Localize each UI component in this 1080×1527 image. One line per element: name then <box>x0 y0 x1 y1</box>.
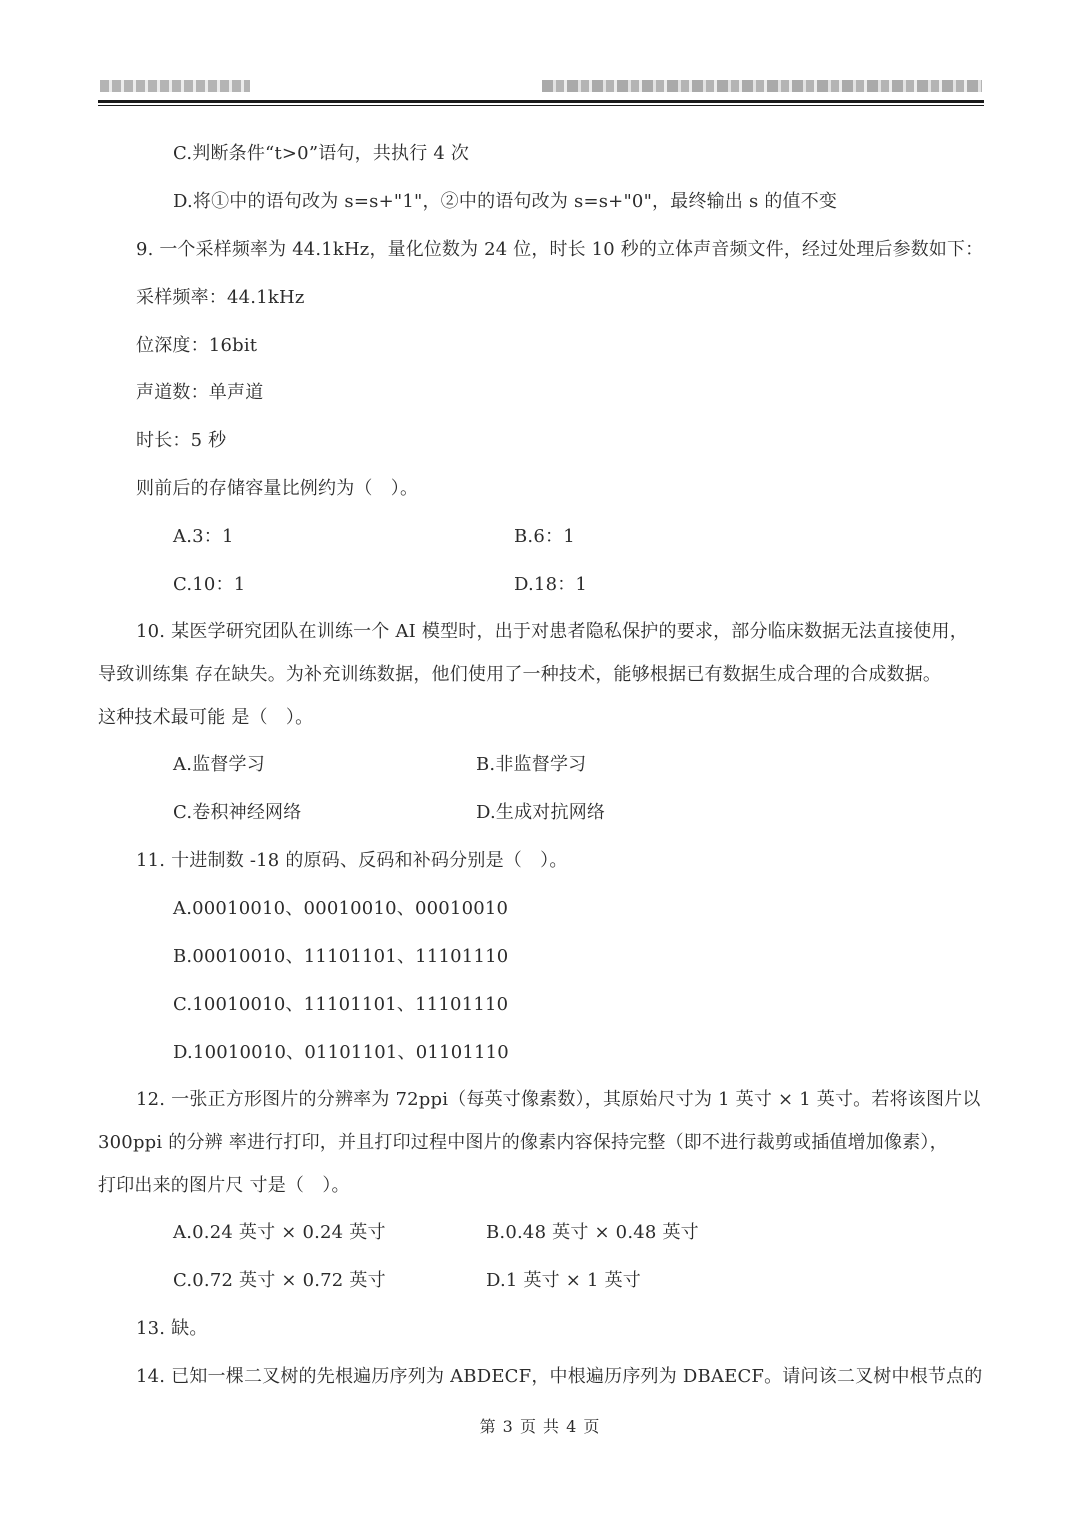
q10-stem-line2: 导致训练集 存在缺失。为补充训练数据，他们使用了一种技术，能够根据已有数据生成合理的合成数据。 <box>98 664 942 685</box>
q12-option-c: C.0.72 英寸 × 0.72 英寸 <box>173 1270 386 1291</box>
q12-stem-line1: 12. 一张正方形图片的分辨率为 72ppi（每英寸像素数），其原始尺寸为 1 英寸 × 1 英寸。若将该图片以 <box>136 1089 981 1110</box>
q14-stem-line1: 14. 已知一棵二叉树的先根遍历序列为 ABDECF，中根遍历序列为 DBAECF。请问该二叉树中根节点的 <box>136 1366 983 1387</box>
q13-stem: 13. 缺。 <box>136 1318 208 1339</box>
q9-param: 位深度：16bit <box>136 335 258 356</box>
q10-option-b: B.非监督学习 <box>476 754 587 775</box>
q9-stem: 9. 一个采样频率为 44.1kHz，量化位数为 24 位，时长 10 秒的立体声音频文件，经过处理后参数如下： <box>136 239 984 260</box>
q11-option-c: C.10010010、11101101、11101110 <box>173 994 509 1015</box>
q12-option-a: A.0.24 英寸 × 0.24 英寸 <box>173 1222 386 1243</box>
q10-stem-line1: 10. 某医学研究团队在训练一个 AI 模型时，出于对患者隐私保护的要求，部分临床数据无法直接使用， <box>136 621 968 642</box>
q11-option-d: D.10010010、01101101、01101110 <box>173 1042 509 1063</box>
q10-option-c: C.卷积神经网络 <box>173 802 302 823</box>
q12-stem-line3: 打印出来的图片尺 寸是（ ）。 <box>98 1175 350 1196</box>
q12-option-d: D.1 英寸 × 1 英寸 <box>486 1270 641 1291</box>
q10-stem-line3: 这种技术最可能 是（ ）。 <box>98 707 314 728</box>
q10-option-d: D.生成对抗网络 <box>476 802 606 823</box>
header-rule <box>98 100 984 103</box>
q9-option-c: C.10：1 <box>173 574 246 595</box>
page-header <box>98 72 984 106</box>
q8-option-c: C.判断条件“t>0”语句，共执行 4 次 <box>173 143 470 164</box>
q11-option-a: A.00010010、00010010、00010010 <box>173 898 509 919</box>
q9-param: 时长：5 秒 <box>136 430 227 451</box>
header-left-text <box>100 80 250 92</box>
q9-param: 采样频率：44.1kHz <box>136 287 305 308</box>
q11-stem: 11. 十进制数 -18 的原码、反码和补码分别是（ ）。 <box>136 850 568 871</box>
header-right-text <box>542 80 982 92</box>
header-rule-thin <box>98 105 984 106</box>
q12-stem-line2: 300ppi 的分辨 率进行打印，并且打印过程中图片的像素内容保持完整（即不进行裁剪或插值增加像素）， <box>98 1132 948 1153</box>
q9-option-d: D.18：1 <box>514 574 588 595</box>
q10-option-a: A.监督学习 <box>173 754 265 775</box>
page-number: 第 3 页 共 4 页 <box>479 1417 601 1436</box>
q11-option-b: B.00010010、11101101、11101110 <box>173 946 509 967</box>
q9-param: 声道数：单声道 <box>136 382 264 403</box>
q9-option-a: A.3：1 <box>173 526 234 547</box>
q8-option-d: D.将①中的语句改为 s=s+"1"，②中的语句改为 s=s+"0"，最终输出 s 的值不变 <box>173 191 838 212</box>
q9-ask: 则前后的存储容量比例约为（ ）。 <box>136 478 419 499</box>
q9-option-b: B.6：1 <box>514 526 575 547</box>
q12-option-b: B.0.48 英寸 × 0.48 英寸 <box>486 1222 699 1243</box>
